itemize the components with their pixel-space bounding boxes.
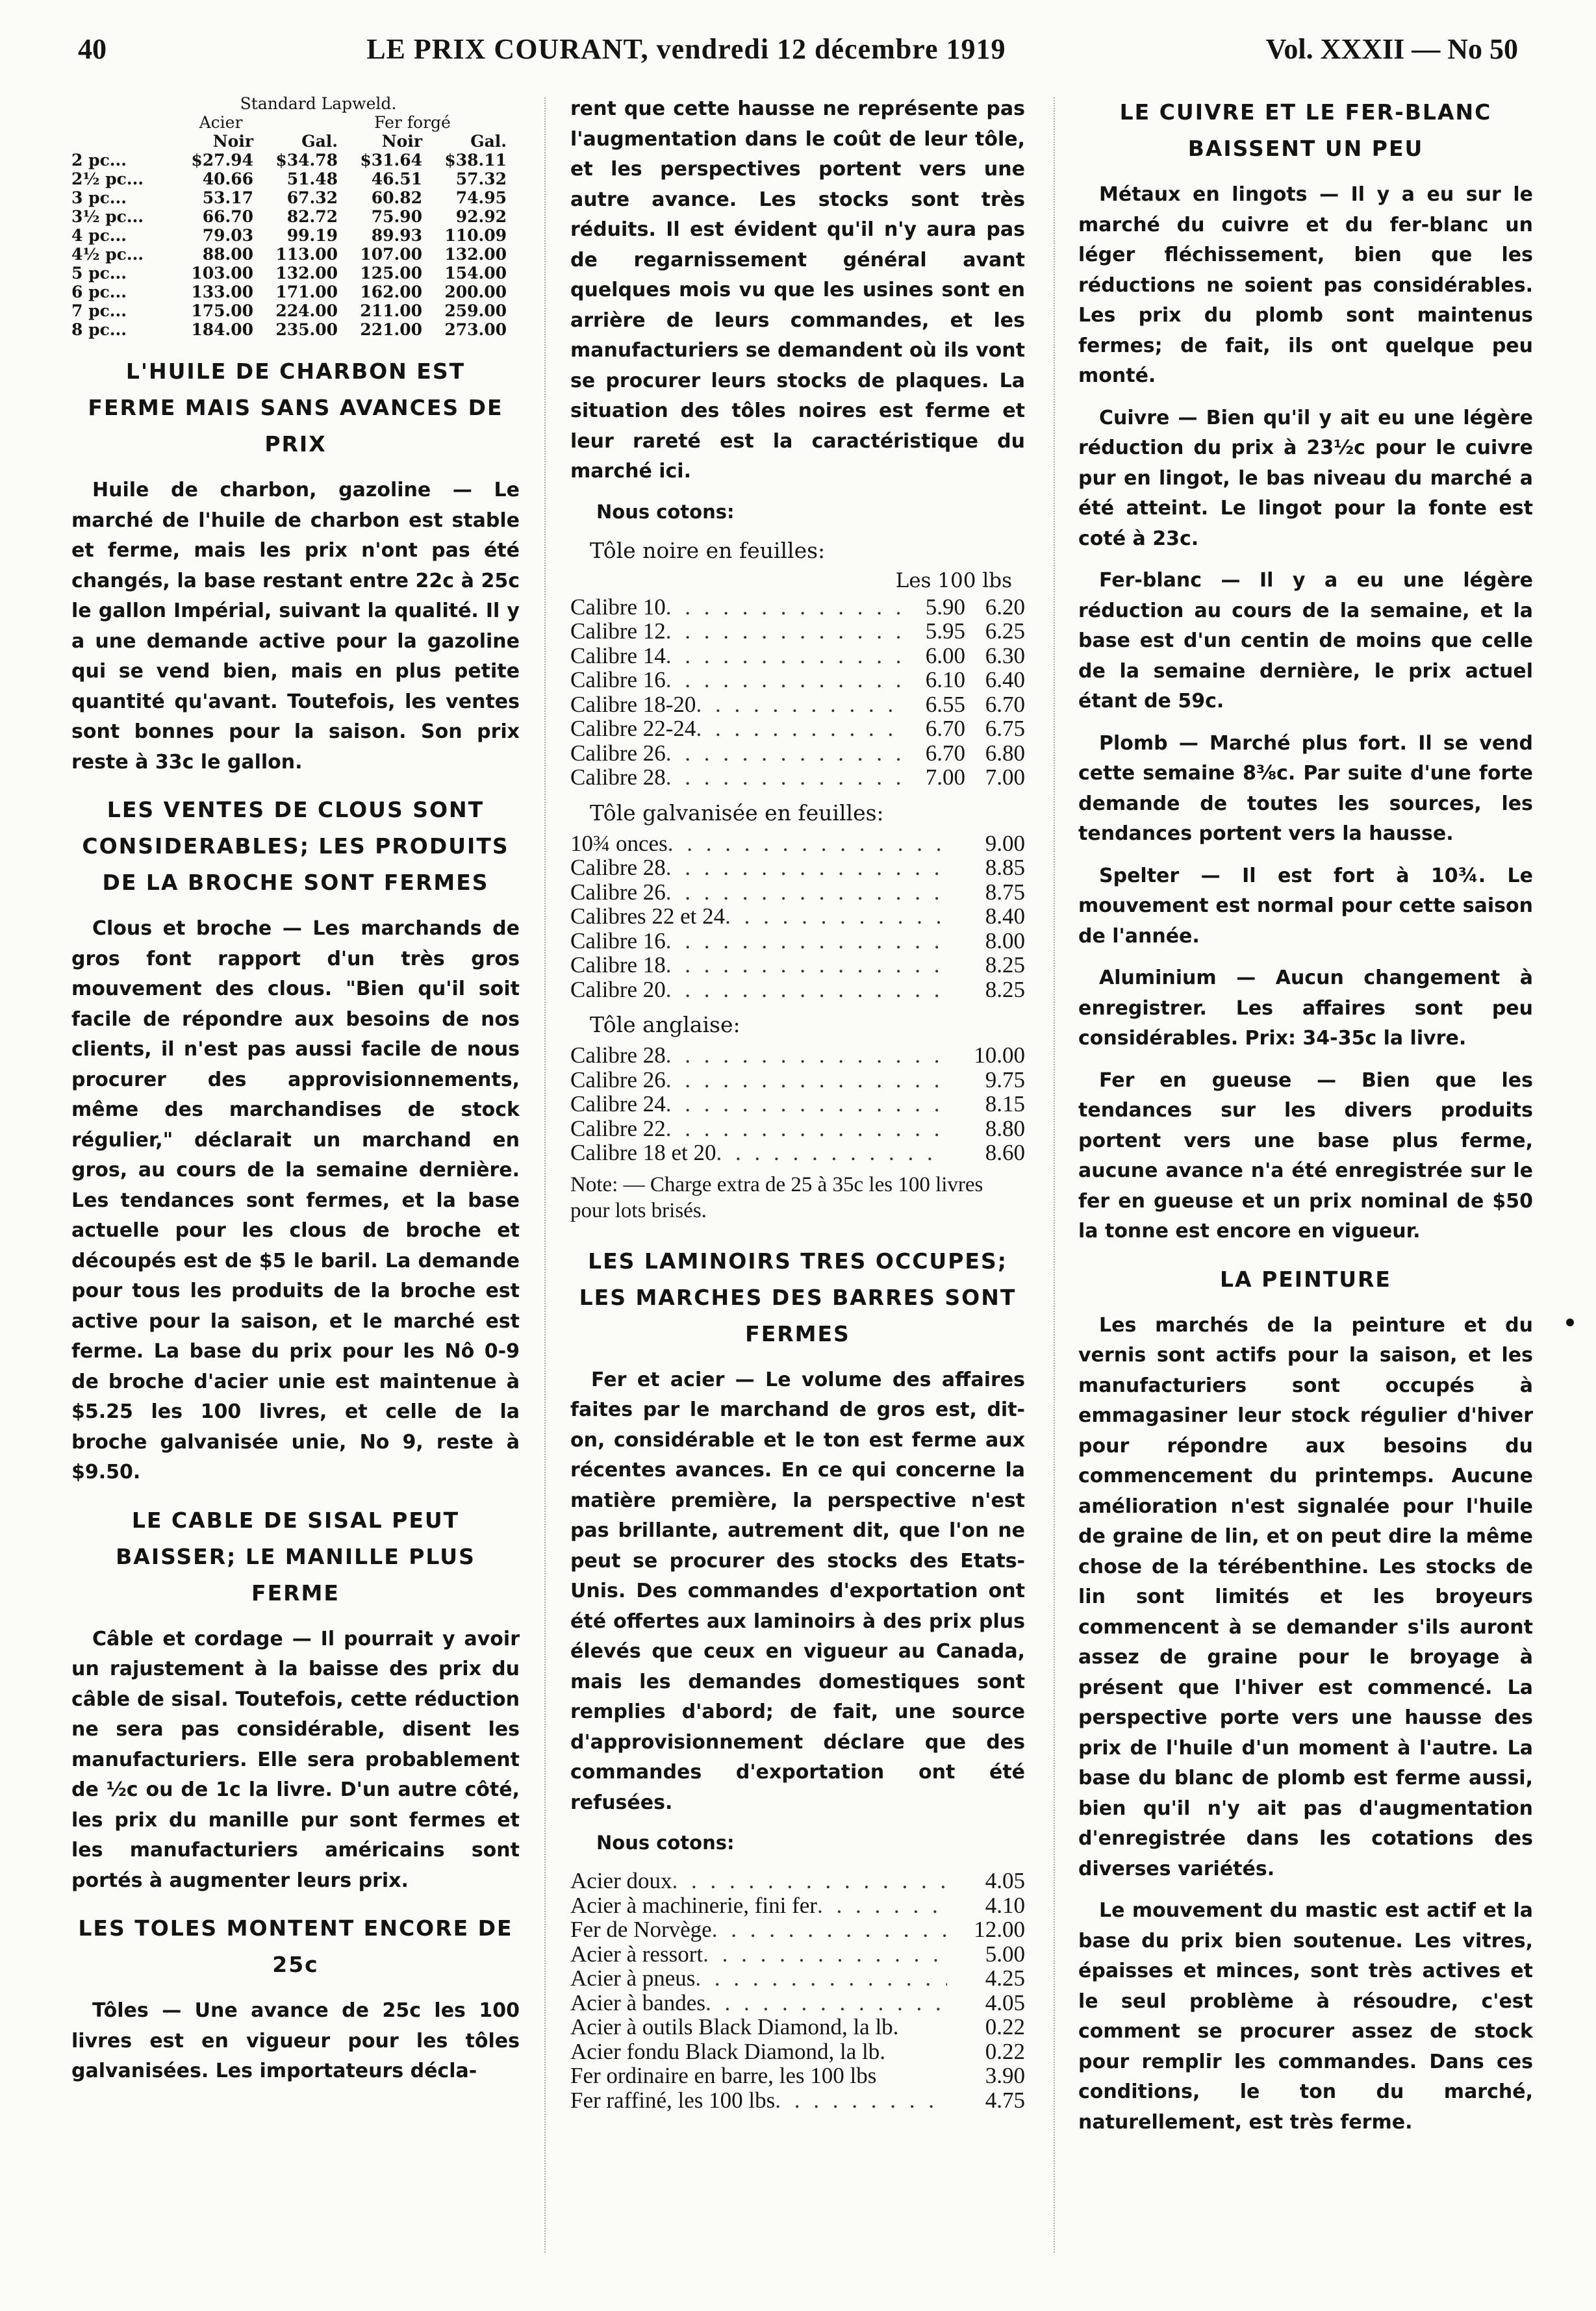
- price-label: Acier à ressort: [570, 1941, 703, 1967]
- heading-laminoirs: LES LAMINOIRS TRES OCCUPES; LES MARCHES DES BARRES SONT FERMES: [579, 1248, 1017, 1346]
- price-row: [570, 855, 1025, 880]
- price-cell: 92.92: [455, 207, 507, 226]
- leader-dots: [666, 741, 906, 766]
- price-value: 4.05: [985, 1868, 1025, 1893]
- price-value: 8.85: [985, 855, 1025, 880]
- para-ferblanc: Fer-blanc — Il y a eu une légère réduction au cours de la semaine, et la base est d'un centin de moins que celle de la semaine dernière, le prix actuel étant de 59c.: [1078, 569, 1533, 713]
- price-row: [570, 2039, 1025, 2064]
- tole-angl-title: Tôle anglaise:: [590, 1012, 741, 1037]
- price-row: [570, 1043, 1025, 1068]
- price-cell: 46.51: [371, 170, 422, 188]
- column-divider: [544, 97, 546, 2253]
- leader-dots: [725, 904, 947, 929]
- tole-noire-title: Tôle noire en feuilles:: [590, 537, 826, 563]
- para-plomb: Plomb — Marché plus fort. Il se vend cette semaine 8⅜c. Par suite d'une forte demande de toutes les sources, les tendances portent vers la hausse.: [1078, 731, 1533, 845]
- price-label: Acier à pneus: [570, 1965, 696, 1991]
- price-low: 6.70: [925, 716, 965, 741]
- price-label: Calibre 18 et 20: [570, 1140, 716, 1165]
- leader-dots: [817, 1893, 947, 1918]
- price-row: [570, 2015, 1025, 2039]
- price-cell: 175.00: [191, 301, 253, 320]
- nous-cotons: Nous cotons:: [596, 1832, 735, 1854]
- price-label: Calibre 14: [570, 642, 666, 668]
- pipe-size: 7 pc...: [71, 301, 127, 320]
- price-cell: 133.00: [191, 283, 253, 301]
- heading-cable: LE CABLE DE SISAL PEUT BAISSER; LE MANILLE PLUS FERME: [116, 1507, 475, 1606]
- price-label: Calibre 26: [570, 879, 666, 905]
- price-row: [570, 904, 1025, 929]
- price-value: 5.00: [985, 1941, 1025, 1967]
- price-value: 4.75: [985, 2087, 1025, 2113]
- price-cell: 75.90: [371, 207, 422, 226]
- price-cell: 60.82: [371, 188, 422, 207]
- price-label: Calibre 28: [570, 1042, 666, 1068]
- leader-dots: [666, 644, 906, 668]
- price-cell: 113.00: [275, 245, 338, 264]
- para-cable: Câble et cordage — Il pourrait y avoir un rajustement à la baisse des prix du câble de sisal. Toutefois, cette réduction ne sera pas considérable, disent les manufacturiers. Elle sera probablement de ½c ou de 1c la livre. D'un autre côté, les prix du manille pur sont fermes et les manufacturiers américains sont portés à augmenter leurs prix.: [71, 1627, 520, 1892]
- leader-dots: [666, 953, 947, 978]
- leader-dots: [668, 831, 947, 856]
- pipe-size: 3½ pc...: [71, 207, 144, 226]
- col-gal: Gal.: [301, 132, 338, 151]
- price-row: [570, 880, 1025, 905]
- tole-noire-unit: Les 100 lbs: [895, 568, 1012, 592]
- price-value: 8.40: [985, 903, 1025, 929]
- leader-dots: [696, 692, 906, 717]
- price-label: Calibre 22-24: [570, 716, 696, 741]
- lapweld-acier-header: Acier: [199, 113, 243, 132]
- leader-dots: [712, 1917, 947, 1942]
- price-cell: 171.00: [275, 283, 338, 301]
- price-value: 4.10: [985, 1892, 1025, 1918]
- price-low: 6.55: [925, 691, 965, 717]
- price-cell: $27.94: [191, 151, 253, 170]
- price-value: 12.00: [974, 1917, 1025, 1942]
- para-spelter: Spelter — Il est fort à 10¾. Le mouvement est normal pour cette saison de l'année.: [1078, 864, 1533, 948]
- price-cell: 88.00: [202, 245, 253, 264]
- price-high: 6.20: [985, 594, 1025, 620]
- price-label: Calibres 22 et 24: [570, 903, 726, 929]
- price-label: Calibre 16: [570, 667, 666, 692]
- leader-dots: [666, 1068, 947, 1092]
- para-fer-gueuse: Fer en gueuse — Bien que les tendances sur les divers produits portent vers une base plus ferme, aucune avance n'a été enregistrée sur le fer en gueuse et un prix nominal de $50 la tonne est encore en vigueur.: [1078, 1068, 1533, 1243]
- leader-dots: [705, 1991, 947, 2015]
- leader-dots: [716, 1141, 947, 1165]
- pipe-size: 4 pc...: [71, 226, 127, 245]
- price-low: 7.00: [925, 764, 965, 790]
- acier-list: [570, 1869, 1025, 2112]
- leader-dots: [666, 1092, 947, 1117]
- price-label: Calibre 28: [570, 764, 666, 790]
- price-value: 0.22: [985, 2014, 1025, 2039]
- price-label: Calibre 16: [570, 928, 666, 953]
- lapweld-row: [71, 188, 520, 207]
- price-high: 6.75: [985, 716, 1025, 741]
- price-cell: 103.00: [191, 264, 253, 283]
- price-row: [570, 765, 1025, 790]
- column-3: [1078, 94, 1533, 2266]
- para-huile: Huile de charbon, gazoline — Le marché de l'huile de charbon est stable et ferme, mais les prix n'ont pas été changés, la base restant entre 22c à 25c le gallon Impérial, suivant la qualité. Il y a une demande active pour la gazoline qui se vend bien, mais en plus petite quantité qu'avant. Toutefois, les ventes sont bonnes pour la saison. Son prix reste à 33c le gallon.: [71, 479, 520, 774]
- price-cell: $34.78: [275, 151, 338, 170]
- lapweld-row: [71, 301, 520, 320]
- price-label: Calibre 20: [570, 976, 666, 1002]
- col-noir: Noir: [381, 132, 422, 151]
- para-cuivre: Cuivre — Bien qu'il y ait eu une légère réduction du prix à 23½c pour le cuivre pur en lingot, le bas niveau du marché a été atteint. Le lingot pour la fonte est coté à 23c.: [1078, 406, 1533, 550]
- page-number: 40: [78, 32, 107, 65]
- price-high: 6.70: [985, 691, 1025, 717]
- price-cell: 66.70: [202, 207, 253, 226]
- price-low: 5.90: [925, 594, 965, 620]
- price-label: Calibre 22: [570, 1115, 666, 1141]
- price-high: 6.25: [985, 618, 1025, 644]
- leader-dots: [666, 1117, 947, 1141]
- price-cell: 211.00: [360, 301, 422, 320]
- bullet-dot: [1566, 1319, 1574, 1326]
- price-cell: 89.93: [371, 226, 422, 245]
- price-cell: 154.00: [444, 264, 507, 283]
- price-cell: 82.72: [286, 207, 338, 226]
- tole-noire-list: [570, 595, 1025, 790]
- heading-clous: LES VENTES DE CLOUS SONT CONSIDERABLES; LES PRODUITS DE LA BROCHE SONT FERMES: [82, 797, 509, 895]
- price-cell: 273.00: [444, 320, 507, 339]
- price-row: [570, 831, 1025, 856]
- pipe-size: 2 pc...: [71, 151, 127, 170]
- column-1: [71, 94, 520, 2266]
- price-value: 8.15: [985, 1091, 1025, 1117]
- heading-cuivre: LE CUIVRE ET LE FER-BLANC BAISSENT UN PEU: [1119, 99, 1492, 161]
- price-row: [570, 2088, 1025, 2113]
- price-row: [570, 1966, 1025, 1991]
- price-high: 6.80: [985, 740, 1025, 766]
- price-label: Fer raffiné, les 100 lbs: [570, 2087, 776, 2113]
- price-value: 3.90: [985, 2063, 1025, 2088]
- price-label: Acier doux: [570, 1868, 672, 1893]
- price-cell: 99.19: [286, 226, 338, 245]
- price-label: Acier fondu Black Diamond, la lb.: [570, 2038, 886, 2064]
- price-value: 8.60: [985, 1140, 1025, 1165]
- price-value: 9.75: [985, 1067, 1025, 1092]
- lapweld-row: [71, 226, 520, 245]
- price-cell: 79.03: [202, 226, 253, 245]
- price-low: 5.95: [925, 618, 965, 644]
- price-cell: 221.00: [360, 320, 422, 339]
- price-row: [570, 953, 1025, 978]
- price-row: [570, 692, 1025, 717]
- price-label: Calibre 12: [570, 618, 666, 644]
- price-label: 10¾ onces: [570, 830, 668, 856]
- price-cell: 110.09: [444, 226, 507, 245]
- price-value: 4.05: [985, 1989, 1025, 2015]
- lapweld-caption: Standard Lapweld.: [240, 94, 397, 113]
- leader-dots: [666, 595, 906, 620]
- price-label: Acier à machinerie, fini fer: [570, 1892, 817, 1918]
- price-value: 8.25: [985, 952, 1025, 978]
- leader-dots: [672, 1869, 947, 1893]
- price-label: Calibre 10: [570, 594, 666, 620]
- pipe-size: 6 pc...: [71, 283, 127, 301]
- price-label: Calibre 24: [570, 1091, 666, 1117]
- price-value: 8.25: [985, 976, 1025, 1002]
- price-row: [570, 1068, 1025, 1092]
- price-value: 10.00: [974, 1042, 1025, 1068]
- page-header: [78, 26, 1518, 71]
- heading-toles: LES TOLES MONTENT ENCORE DE 25c: [78, 1915, 513, 1977]
- price-low: 6.00: [925, 642, 965, 668]
- tole-galv-title: Tôle galvanisée en feuilles:: [590, 800, 884, 826]
- para-clous: Clous et broche — Les marchands de gros font rapport d'un très gros mouvement des clous. "Bien qu'il soit facile de répondre aux besoins de nos clients, il n'est pas aussi facile de nous procurer des approvisionnements, même des marchandises de stock régulier," déclarait un marchand en gros, au cours de la semaine dernière. Les tendances sont fermes, et la base actuelle pour les clous de broche et découpés est de $5 le baril. La demande pour tous les produits de la broche est active pour la saison, et le marché est ferme. La base du prix pour les Nô 0-9 de broche d'acier unie est maintenue à $5.25 les 100 livres, et celle de la broche galvanisée unie, No 9, reste à $9.50.: [71, 917, 520, 1484]
- price-row: [570, 741, 1025, 766]
- price-high: 6.40: [985, 667, 1025, 692]
- price-high: 7.00: [985, 764, 1025, 790]
- price-cell: 259.00: [444, 301, 507, 320]
- price-cell: 125.00: [360, 264, 422, 283]
- leader-dots: [666, 855, 947, 880]
- para-mastic: Le mouvement du mastic est actif et la base du prix bien soutenue. Les vitres, épaisses et minces, sont très actives et le seul problème à résoudre, c'est comment se procurer assez de stock pour remplir les commandes. Dans ces conditions, le ton du marché, naturellement, est très ferme.: [1078, 1899, 1533, 2134]
- heading-huile: L'HUILE DE CHARBON EST FERME MAIS SANS AVANCES DE PRIX: [88, 359, 503, 457]
- price-cell: 200.00: [444, 283, 507, 301]
- price-row: [570, 619, 1025, 644]
- price-row: [570, 978, 1025, 1002]
- leader-dots: [666, 765, 906, 790]
- price-row: [570, 1917, 1025, 1942]
- price-label: Acier à outils Black Diamond, la lb.: [570, 2014, 899, 2039]
- price-row: [570, 1869, 1025, 1893]
- price-cell: $31.64: [360, 151, 422, 170]
- price-value: 4.25: [985, 1965, 1025, 1991]
- price-cell: 224.00: [275, 301, 338, 320]
- tole-galv-list: [570, 831, 1025, 1002]
- col-noir: Noir: [212, 132, 253, 151]
- price-high: 6.30: [985, 642, 1025, 668]
- leader-dots: [666, 880, 947, 905]
- price-cell: 184.00: [191, 320, 253, 339]
- pipe-size: 4½ pc...: [71, 245, 144, 264]
- nous-cotons: Nous cotons:: [596, 500, 735, 523]
- price-cell: 67.32: [286, 188, 338, 207]
- price-label: Calibre 26: [570, 1067, 666, 1092]
- price-cell: 162.00: [360, 283, 422, 301]
- price-row: [570, 929, 1025, 953]
- price-label: Fer de Norvège: [570, 1917, 712, 1942]
- lapweld-row: [71, 283, 520, 301]
- price-label: Acier à bandes: [570, 1989, 705, 2015]
- para-toles: Tôles — Une avance de 25c les 100 livres est en vigueur pour les tôles galvanisées. Les importateurs décla-: [71, 1999, 520, 2082]
- tole-angl-list: [570, 1043, 1025, 1165]
- pipe-size: 2½ pc...: [71, 170, 144, 188]
- price-cell: 132.00: [444, 245, 507, 264]
- price-row: [570, 668, 1025, 692]
- price-row: [570, 2064, 1025, 2088]
- column-2: [570, 94, 1025, 2266]
- lapweld-table: [71, 94, 520, 339]
- price-value: 9.00: [985, 830, 1025, 856]
- leader-dots: [696, 716, 906, 741]
- price-cell: 53.17: [202, 188, 253, 207]
- price-label: Calibre 18-20: [570, 691, 696, 717]
- para-peinture: Les marchés de la peinture et du vernis sont actifs pour la saison, et les manufacturiers sont occupés à emmagasiner leur stock régulier d'hiver pour répondre aux besoins du commencement du printemps. Aucune amélioration n'est signalée pour l'huile de graine de lin, et on peut dire la même chose de la térébenthine. Les stocks de lin sont limités et les broyeurs commencent à se demander s'ils auront assez de graine pour le broyage à présent que l'hiver est commencé. La perspective porte vers une hausse des prix de l'huile d'un moment à l'autre. La base du blanc de plomb est ferme aussi, bien qu'il n'y ait pas d'augmentation d'enregistrée dans les cotations des diverses variétés.: [1078, 1313, 1533, 1880]
- newspaper-title: LE PRIX COURANT, vendredi 12 décembre 1919: [366, 32, 1006, 65]
- price-row: [570, 1991, 1025, 2015]
- price-cell: 235.00: [275, 320, 338, 339]
- lapweld-row: [71, 264, 520, 283]
- lapweld-row: [71, 170, 520, 188]
- price-cell: 132.00: [275, 264, 338, 283]
- price-cell: $38.11: [444, 151, 507, 170]
- price-row: [570, 1141, 1025, 1165]
- price-row: [570, 716, 1025, 741]
- price-label: Calibre 28: [570, 855, 666, 880]
- leader-dots: [703, 1942, 947, 1967]
- volume-number: Vol. XXXII — No 50: [1265, 32, 1518, 65]
- pipe-size: 8 pc...: [71, 320, 127, 339]
- price-row: [570, 1893, 1025, 1918]
- leader-dots: [666, 1043, 947, 1068]
- leader-dots: [666, 929, 947, 953]
- price-low: 6.70: [925, 740, 965, 766]
- pipe-size: 5 pc...: [71, 264, 127, 283]
- para-toles-cont: rent que cette hausse ne représente pas l'augmentation dans le coût de leur tôle, et les perspectives portent vers une autre avance. Les stocks sont très réduits. Il est évident qu'il n'y aura pas de regarnissement général avant quelques mois vu que les usines sont en arrière de leurs commandes, et les manufacturiers se demandent où ils vont se procurer leurs stocks de plaques. La situation des tôles noires est ferme et leur rareté est la caractéristique du marché ici.: [570, 97, 1025, 483]
- para-fer-acier: Fer et acier — Le volume des affaires faites par le marchand de gros est, dit-on, considérable et le ton est ferme aux récentes avances. En ce qui concerne la matière première, la perspective n'est pas brillante, autrement dit, que l'on ne peut se procurer des stocks des Etats-Unis. Des commandes d'exportation ont été offertes aux laminoirs à des prix plus élevés que ceux en vigueur au Canada, mais les demandes domestiques sont remplies d'abord; de fait, une source d'approvisionnement déclare que des commandes d'exportation ont été refusées.: [570, 1368, 1025, 1814]
- lapweld-row: [71, 320, 520, 339]
- price-row: [570, 1092, 1025, 1117]
- price-label: Calibre 26: [570, 740, 666, 766]
- col-gal: Gal.: [470, 132, 507, 151]
- leader-dots: [695, 1966, 947, 1991]
- price-low: 6.10: [925, 667, 965, 692]
- lapweld-row: [71, 151, 520, 170]
- leader-dots: [666, 619, 906, 644]
- price-row: [570, 1942, 1025, 1967]
- leader-dots: [666, 668, 906, 692]
- price-cell: 40.66: [202, 170, 253, 188]
- price-cell: 57.32: [455, 170, 507, 188]
- para-metaux: Métaux en lingots — Il y a eu sur le marché du cuivre et du fer-blanc un léger fléchissement, bien que les réductions ne soient pas considérables. Les prix du plomb sont maintenus fermes; de fait, ils ont quelque peu monté.: [1078, 183, 1533, 387]
- para-aluminium: Aluminium — Aucun changement à enregistrer. Les affaires sont peu considérables. Prix: 34-35c la livre.: [1078, 966, 1533, 1050]
- price-value: 8.75: [985, 879, 1025, 905]
- price-value: 8.80: [985, 1115, 1025, 1141]
- price-label: Fer ordinaire en barre, les 100 lbs: [570, 2063, 877, 2088]
- price-value: 0.22: [985, 2038, 1025, 2064]
- price-row: [570, 1117, 1025, 1141]
- price-value: 8.00: [985, 928, 1025, 953]
- price-row: [570, 644, 1025, 668]
- leader-dots: [666, 978, 947, 1002]
- lapweld-fer-header: Fer forgé: [374, 113, 451, 132]
- lapweld-row: [71, 207, 520, 226]
- price-cell: 107.00: [360, 245, 422, 264]
- lapweld-row: [71, 245, 520, 264]
- leader-dots: [775, 2088, 947, 2113]
- note-charge: Note: — Charge extra de 25 à 35c les 100 livres pour lots brisés.: [570, 1172, 983, 1222]
- column-divider: [1054, 97, 1055, 2253]
- price-cell: 74.95: [455, 188, 507, 207]
- heading-peinture: LA PEINTURE: [1220, 1266, 1391, 1292]
- pipe-size: 3 pc...: [71, 188, 127, 207]
- price-label: Calibre 18: [570, 952, 666, 978]
- price-row: [570, 595, 1025, 620]
- price-cell: 51.48: [286, 170, 338, 188]
